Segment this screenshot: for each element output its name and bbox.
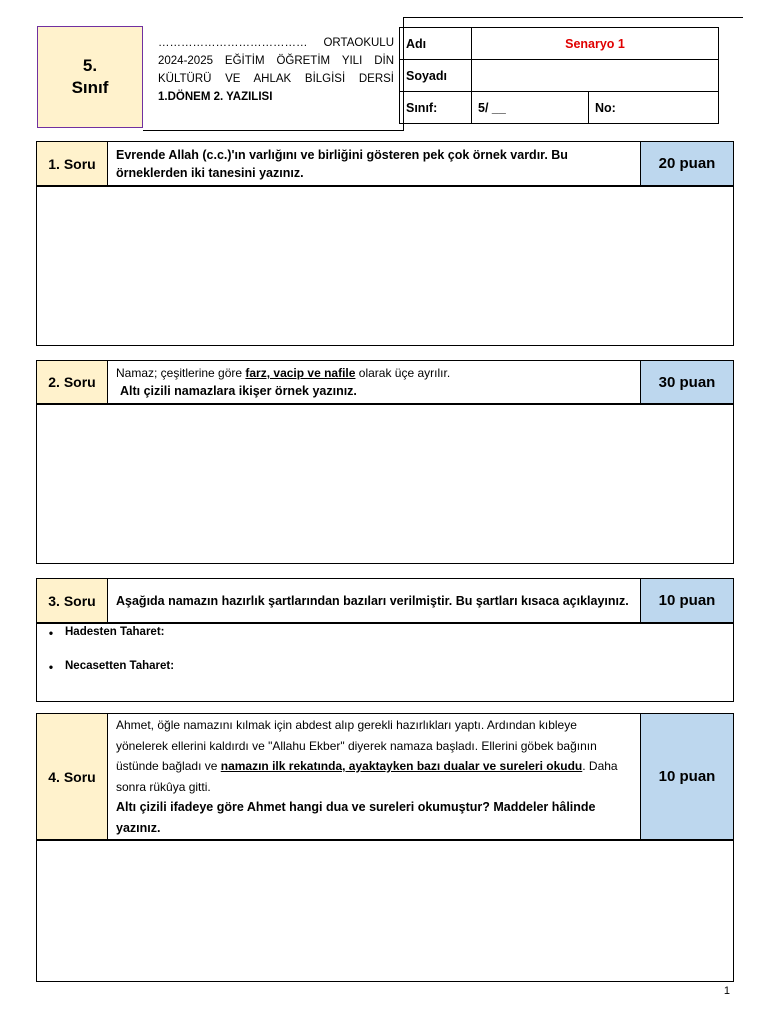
question-2-intro: Namaz; çeşitlerine göre	[116, 366, 246, 380]
question-4-story-end: . Daha sonra rükûya gitti.	[116, 759, 618, 794]
school-info	[158, 34, 394, 106]
grade-label: Sınıf	[71, 78, 109, 97]
question-2	[36, 360, 734, 564]
page-number: 1	[723, 985, 730, 997]
question-4-points: 10 puan	[640, 714, 733, 839]
question-2-header	[36, 360, 734, 405]
bullet-icon: •	[48, 626, 54, 640]
surname-field[interactable]	[472, 60, 719, 92]
question-1-answer-area[interactable]	[36, 187, 734, 346]
header-top-rule	[403, 17, 743, 18]
question-4-underlined: namazın ilk rekatında, ayaktayken bazı dualar ve sureleri okudu	[220, 759, 583, 773]
question-1	[36, 141, 734, 346]
question-3-points: 10 puan	[640, 579, 733, 622]
question-1-prompt: Evrende Allah (c.c.)'ın varlığını ve birliğini gösteren pek çok örnek vardır. Bu örneklerden iki tanesini yazınız.	[116, 147, 568, 180]
question-4-story: Ahmet, öğle namazını kılmak için abdest alıp gerekli hazırlıkları yaptı. Ardından kıbleye yönelerek ellerini kaldırdı ve "Allahu Ekber" diyerek namaza başladı. Ellerini göbek bağının üstünde bağladı ve	[116, 718, 597, 773]
student-info-table	[399, 27, 719, 124]
grade-number: 5.	[82, 56, 98, 75]
question-2-label: 2. Soru	[37, 361, 108, 403]
name-field[interactable]: Senaryo 1	[472, 28, 719, 60]
question-1-text	[108, 142, 640, 185]
name-label: Adı	[400, 28, 472, 60]
bullet-label-hadesten: Hadesten Taharet:	[65, 626, 165, 638]
bullet-item-necasetten	[37, 660, 733, 674]
question-3-label: 3. Soru	[37, 579, 108, 622]
school-year-line: 2024-2025 EĞİTİM ÖĞRETİM YILI DİN	[158, 55, 394, 67]
bullet-item-hadesten	[37, 626, 733, 660]
bullet-icon: •	[48, 660, 54, 674]
number-label: No:	[595, 100, 616, 115]
question-4-label: 4. Soru	[37, 714, 108, 839]
question-3-text	[108, 579, 640, 622]
question-1-points: 20 puan	[640, 142, 733, 185]
question-3-answer-area[interactable]	[36, 624, 734, 702]
grade-box	[37, 26, 143, 128]
course-name-line: KÜLTÜRÜ VE AHLAK BİLGİSİ DERSİ	[158, 73, 394, 85]
question-4-instruction: Altı çizili ifadeye göre Ahmet hangi dua ve sureleri okumuştur? Maddeler hâlinde yazınız.	[116, 800, 596, 835]
question-2-answer-area[interactable]	[36, 405, 734, 564]
question-3-prompt: Aşağıda namazın hazırlık şartlarından bazıları verilmiştir. Bu şartları kısaca açıklayınız.	[116, 593, 629, 608]
question-4-answer-area[interactable]	[36, 841, 734, 982]
question-4-text	[108, 714, 640, 839]
question-2-text	[108, 361, 640, 403]
exam-title: 1.DÖNEM 2. YAZILISI	[158, 91, 273, 103]
number-field[interactable]	[589, 92, 719, 124]
class-label: Sınıf:	[400, 92, 472, 124]
question-2-points: 30 puan	[640, 361, 733, 403]
question-2-instruction: Altı çizili namazlara ikişer örnek yazınız.	[120, 384, 357, 398]
school-name-line: ………………………………… ORTAOKULU	[158, 37, 394, 49]
question-4	[36, 713, 734, 982]
question-3-header	[36, 578, 734, 624]
bullet-label-necasetten: Necasetten Taharet:	[65, 660, 175, 672]
question-4-header	[36, 713, 734, 841]
question-2-intro-end: olarak üçe ayrılır.	[355, 366, 451, 380]
question-1-label: 1. Soru	[37, 142, 108, 185]
header-bottom-rule	[143, 130, 404, 131]
surname-label: Soyadı	[400, 60, 472, 92]
class-field[interactable]: 5/ __	[472, 92, 589, 124]
question-2-underlined: farz, vacip ve nafile	[245, 366, 356, 380]
question-3	[36, 578, 734, 702]
question-1-header	[36, 141, 734, 187]
